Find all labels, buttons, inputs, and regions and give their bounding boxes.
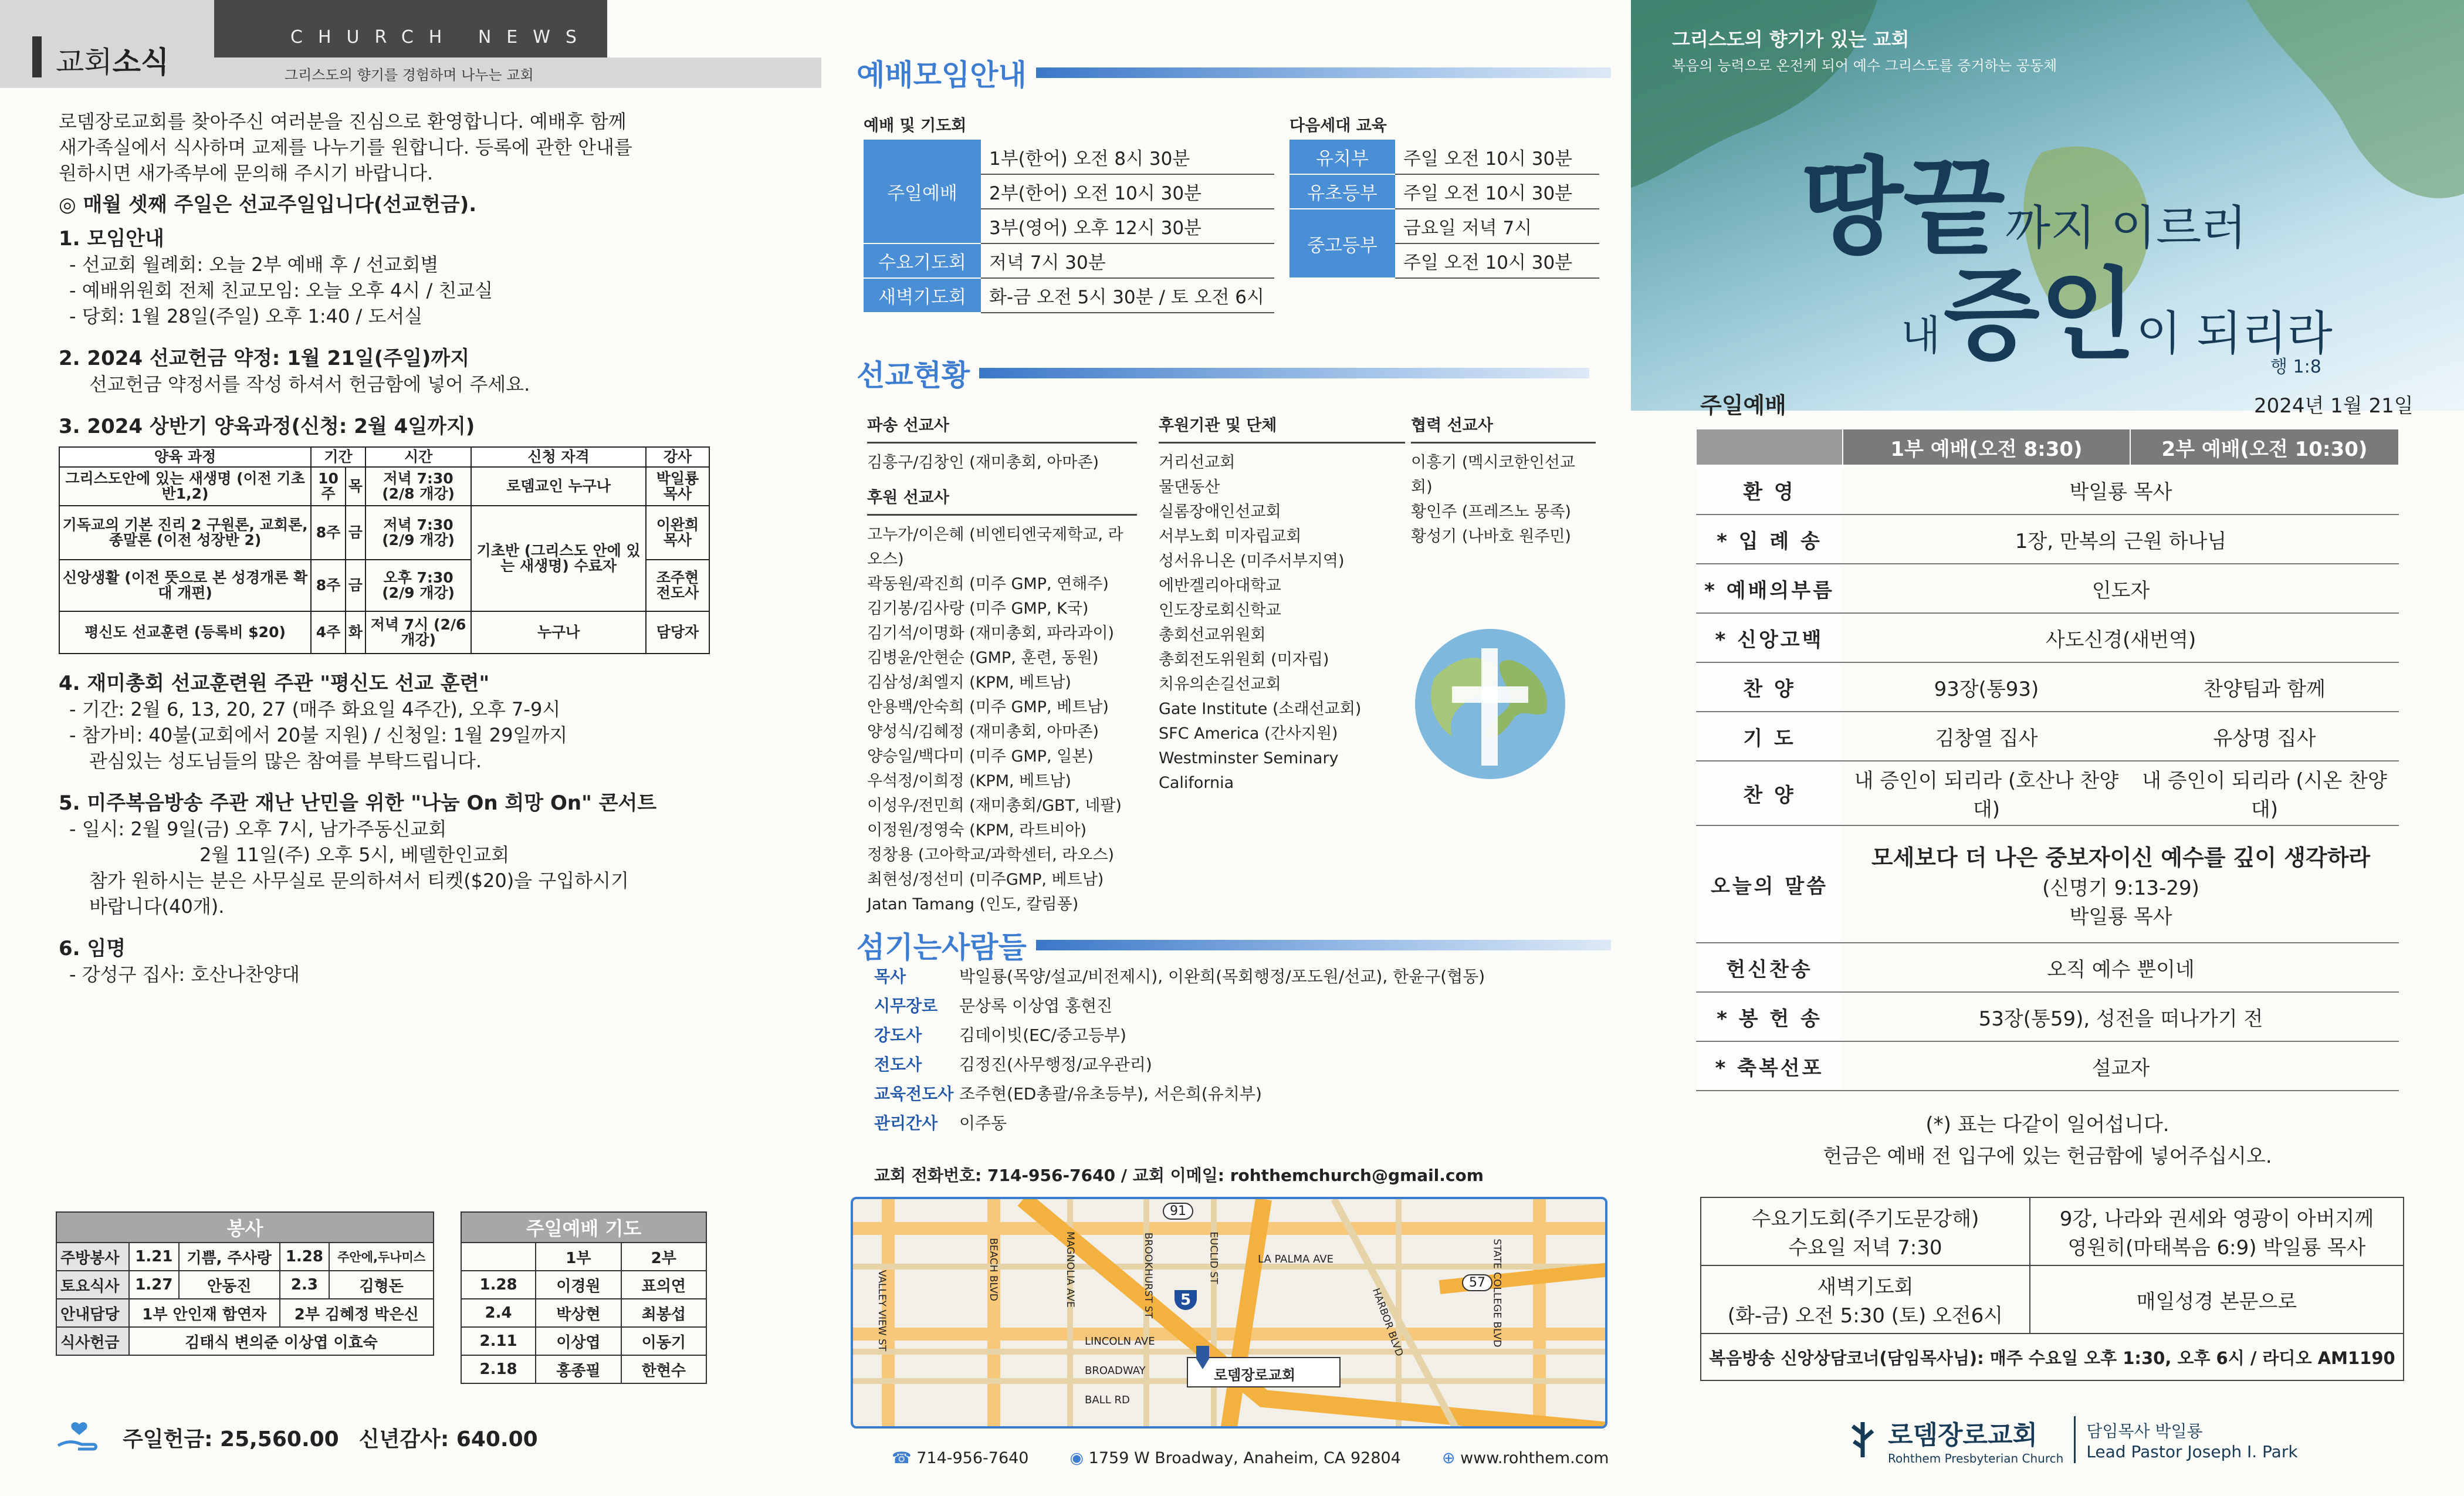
list-item: Gate Institute (소래선교회)	[1159, 700, 1362, 718]
list-item: 우석정/이희정 (KPM, 베트남)	[867, 772, 1071, 790]
list-item: Jatan Tamang (인도, 칼림퐁)	[867, 895, 1079, 913]
header-subtitle: 그리스도의 향기를 경험하며 나누는 교회	[285, 67, 534, 83]
mission-note: ◎ 매월 셋째 주일은 선교주일입니다(선교헌금).	[59, 193, 477, 216]
list-item: 인도장로회신학교	[1159, 601, 1281, 620]
list-item: 총회전도위원회 (미자립)	[1159, 651, 1329, 669]
church-contact-footer: ☎ 714-956-7640 ◉ 1759 W Broadway, Anaheim, CA 92804 ⊕ www.rohthem.com	[892, 1449, 1609, 1467]
list-item: 이성우/전민희 (재미총회/GBT, 네팔)	[867, 797, 1122, 815]
location-pin-icon: ◉	[1069, 1449, 1089, 1467]
contact-line: 교회 전화번호: 714-956-7640 / 교회 이메일: rohthemchurch@gmail.com	[874, 1166, 1484, 1185]
weekly-meetings-box: 수요기도회(주기도문강해) 수요일 저녁 7:30 9강, 나라와 권세와 영광이 아버지께 영원히(마태복음 6:9) 박일룡 목사 새벽기도회 (화-금) 오전 5:30 (토) 오전6시 매일성경 본문으로 복음방송 신앙상담코너(담임목사님): 매주 수요일 오후 1:30, 오후 6시 / 라디오 AM1190	[1700, 1197, 2404, 1381]
globe-icon	[1411, 625, 1569, 783]
list-item: 고누가/이은혜 (비엔티엔국제학교, 라오스)	[867, 526, 1123, 568]
church-news-panel	[0, 0, 821, 1496]
list-item: 거리선교회	[1159, 453, 1236, 472]
list-item: 물댄동산	[1159, 478, 1220, 496]
list-item: 실롬장애인선교회	[1159, 503, 1281, 521]
order-of-worship: 1부 예배(오전 8:30) 2부 예배(오전 10:30) 환 영 박일룡 목사 * 입 례 송 1장, 만복의 근원 하나님 * 예배의부름 인도자 * 신앙고백 사도신경(새번역) 찬 양 93장(통93) 찬양팀과 함께 기 도 김창열 집사 유상명 집사 찬 양 내 증인이 되리라 (호산나 찬양대) 내 증인이 되리라 (시온 찬양대) 오늘의 말씀 모세보다 더 나은 중보자이신 예수를 깊이 생각하라 (신명기 9:13-29) 박일룡 목사 헌신찬송 오직 예수 뿐이네 * 봉 헌 송 53장(통59), 성전을 떠나가기 전 * 축복선포 설교자	[1695, 428, 2399, 1091]
service-box: 봉사 주방봉사 1.21 기쁨, 주사랑 1.28 주안에,두나미스 토요식사 1.27 안동진 2.3 김형돈 안내담당 1부 안인재 함연자 2부 김혜정 박은신 식사헌금 김태식 변의준 이상엽 이효숙	[56, 1211, 434, 1356]
section-2-title: 2. 2024 선교헌금 약정: 1월 21일(주일)까지	[59, 347, 470, 370]
list-item: 양승일/백다미 (미주 GMP, 일본)	[867, 747, 1094, 766]
list-item: 김병윤/안현순 (GMP, 훈련, 동원)	[867, 649, 1099, 667]
worship-label: 주일예배	[1700, 392, 1786, 418]
section-4-title: 4. 재미총회 선교훈련원 주관 "평신도 선교 훈련"	[59, 672, 490, 695]
worship-date: 2024년 1월 21일	[2254, 394, 2414, 418]
list-item: 성서유니온 (미주서부지역)	[1159, 552, 1345, 570]
list-item: 김기석/이명화 (재미총회, 파라과이)	[867, 624, 1115, 642]
staff-section-title: 섬기는사람들	[857, 924, 1611, 966]
list-item: 치유의손길선교회	[1159, 675, 1281, 693]
list-item: 총회선교위원회	[1159, 626, 1266, 644]
staff-list: 목사 박일룡(목양/설교/비전제시), 이완희(목회행정/포도원/선교), 한윤구(협동) 시무장로 문상록 이상엽 홍현진 강도사 김데이빗(EC/중고등부) 전도사 김정진(사무행정/교우관리) 교육전도사 조주현(ED총괄/유초등부), 서은희(유치부) 관리간사 이주동	[874, 967, 1485, 1133]
list-item: 이정원/정영숙 (KPM, 라트비아)	[867, 821, 1087, 840]
section-6-title: 6. 임명	[59, 937, 126, 960]
list-item: 곽동원/곽진희 (미주 GMP, 연해주)	[867, 575, 1109, 593]
section-1-title: 1. 모임안내	[59, 227, 164, 251]
worship-info-panel: 예배모임안내 예배 및 기도회 주일예배 1부(한어) 오전 8시 30분 2부(한어) 오전 10시 30분 3부(영어) 오후 12시 30분 수요기도회 저녁 7시 30분 새벽기도회 화-금 오전 5시 30분 / 토 오전 6시 다음세대 교육 유치부 주일 오전 10시 30분 유초등부 주일 오전 10시 30분 중고등부 금요일 저녁 7시 주일 오전 10시 30분 선교현황 파송 선교사 김흥구/김창인 (재미총회, 아마존) 후원 선교사 고누가/이은혜 (비엔티엔국제학교, 라오스) 곽동원/곽진희 (미주 GMP, 연해주) 김기봉/김사랑 (미주 GMP, K국) 김기석/이명화 (재미총회, 파라과이) 김병윤/안현순 (GMP, 훈련, 동원) 김삼성/최엘지 (KPM, 베트남) 안용백/안숙희 (미주 GMP, 베트남) 양성식/김혜정 (재미총회, 아마존) 양승일/백다미 (미주 GMP, 일본) 우석정/이희정 (KPM, 베트남) 이성우/전민희 (재미총회/GBT, 네팔) 이정원/정영숙 (KPM, 라트비아) 정창용 (고아학교/과학센터, 라오스) 최현성/정선미 (미주GMP, 베트남) Jatan Tamang (인도, 칼림퐁) 후원기관 및 단체 거리선교회 물댄동산 실롬장애인선교회 서부노회 미자립교회 성서유니온 (미주서부지역) 에반겔리아대학교 인도장로회신학교 총회선교위원회 총회전도위원회 (미자립) 치유의손길선교회 Gate Institute (소래선교회) SFC America (간사지원) Westminster Seminary California 협력 선교사 이흥기 (멕시코한인선교회) 황인주 (프레즈노 몽족) 황성기 (나바호 원주민) 섬기는사람들 목사 박일룡(목양/설교/비전제시), 이완희(목회행정/포도원/선교), 한윤구(협동) 시무장로 문상록 이상엽 홍현진 강도사 김데이빗(EC/중고등부) 전도사 김정진(사무행정/교우관리) 교육전도사 조주현(ED총괄/유초등부), 서은희(유치부) 관리간사 이주동 교회 전화번호: 714-956-7640 / 교회 이메일: rohthemchurch@gmail.com 91 5 57 로뎀장로교회 LA PALMA AVE LINCOLN AVE BROADWAY BALL RD VALLEY VIEW ST BEACH BLVD MAGNOLIA AVE BROOKHURST ST EUCLID ST HARBOR BLVD STATE COLLEGE BLVD ☎ 714-956-7640 ◉ 1759 W Broadway, Anaheim, CA 92804 ⊕ www.rohthem.com	[821, 0, 1631, 1496]
news-body: 로뎀장로교회를 찾아주신 여러분을 진심으로 환영합니다. 예배후 함께 새가족실에서 식사하며 교제를 나누기를 원합니다. 등록에 관한 안내를 원하시면 새가족부에 문의해 주시기 바랍니다. ◎ 매월 셋째 주일은 선교주일입니다(선교헌금). 1. 모임안내 - 선교회 월례회: 오늘 2부 예배 후 / 선교회별 - 예배위원회 전체 친교모임: 오늘 오후 4시 / 친교실 - 당회: 1월 28일(주일) 오후 1:40 / 도서실 2. 2024 선교헌금 약정: 1월 21일(주일)까지 선교헌금 약정서를 작성 하셔서 헌금함에 넣어 주세요. 3. 2024 상반기 양육과정(신청: 2월 4일까지) 양육 과정 기간 시간 신청 자격 강사 그리스도안에 있는 새생명 (이전 기초반1,2) 10주 목 저녁 7:30 (2/8 개강) 로뎀교인 누구나 박일룡 목사 기독교의 기본 진리 2 구원론, 교회론, 종말론 (이전 성장반 2) 8주 금 저녁 7:30 (2/9 개강) 기초반 (그리스도 안에 있는 새생명) 수료자 이완희 목사 신앙생활 (이전 뜻으로 본 성경개론 확대 개편) 8주 금 오후 7:30 (2/9 개강) 조주현 전도사 평신도 선교훈련 (등록비 $20) 4주 화 저녁 7시 (2/6 개강) 누구나 담당자 4. 재미총회 선교훈련원 주관 "평신도 선교 훈련" - 기간: 2월 6, 13, 20, 27 (매주 화요일 4주간), 오후 7-9시 - 참가비: 40불(교회에서 20불 지원) / 신청일: 1월 29일까지 관심있는 성도님들의 많은 참여를 부탁드립니다. 5. 미주복음방송 주관 재난 난민을 위한 "나눔 On 희망 On" 콘서트 - 일시: 2월 9일(금) 오후 7시, 남가주동신교회 2월 11일(주) 오후 5시, 베델한인교회 참가 원하시는 분은 사무실로 문의하셔서 티켓($20)을 구입하시기 바랍니다(40개). 6. 임명 - 강성구 집사: 호산나찬양대	[59, 109, 739, 987]
worship-times-table: 주일예배 1부(한어) 오전 8시 30분 2부(한어) 오전 10시 30분 3부(영어) 오후 12시 30분 수요기도회 저녁 7시 30분 새벽기도회 화-금 오전 5시 30분 / 토 오전 6시	[864, 140, 1274, 313]
section-5-title: 5. 미주복음방송 주관 재난 난민을 위한 "나눔 On 희망 On" 콘서트	[59, 791, 657, 815]
list-item: 양성식/김혜정 (재미총회, 아마존)	[867, 723, 1099, 741]
church-tagline: 그리스도의 향기가 있는 교회	[1672, 28, 1910, 50]
list-item: SFC America (간사지원)	[1159, 725, 1338, 743]
list-item: Westminster Seminary California	[1159, 749, 1339, 792]
list-item: 최현성/정선미 (미주GMP, 베트남)	[867, 871, 1104, 889]
list-item: 김삼성/최엘지 (KPM, 베트남)	[867, 673, 1071, 692]
list-item: 에반겔리아대학교	[1159, 577, 1281, 595]
cooperating-missionaries-column: 협력 선교사 이흥기 (멕시코한인선교회) 황인주 (프레즈노 몽족) 황성기 (나바호 원주민)	[1411, 414, 1596, 549]
church-logo: 로뎀장로교회 Rohthem Presbyterian Church 담임목사 박일룡 Lead Pastor Joseph I. Park	[1848, 1414, 2298, 1465]
location-map[interactable]: 91 5 57 로뎀장로교회 LA PALMA AVE LINCOLN AVE BROADWAY BALL RD VALLEY VIEW ST BEACH BLVD MAGNOLIA AVE BROOKHURST ST EUCLID ST HARBOR BLVD STATE COLLEGE BLVD	[851, 1197, 1607, 1429]
globe-web-icon: ⊕	[1441, 1449, 1461, 1467]
worship-section-title: 예배모임안내	[857, 52, 1611, 94]
header-label: 교회	[56, 45, 113, 79]
cover-verse: 땅끝까지 이르러	[1801, 145, 2247, 269]
missionaries-column: 파송 선교사 김흥구/김창인 (재미총회, 아마존) 후원 선교사 고누가/이은혜 (비엔티엔국제학교, 라오스) 곽동원/곽진희 (미주 GMP, 연해주) 김기봉/김사랑 (미주 GMP, K국) 김기석/이명화 (재미총회, 파라과이) 김병윤/안현순 (GMP, 훈련, 동원) 김삼성/최엘지 (KPM, 베트남) 안용백/안숙희 (미주 GMP, 베트남) 양성식/김혜정 (재미총회, 아마존) 양승일/백다미 (미주 GMP, 일본) 우석정/이희정 (KPM, 베트남) 이성우/전민희 (재미총회/GBT, 네팔) 이정원/정영숙 (KPM, 라트비아) 정창용 (고아학교/과학센터, 라오스) 최현성/정선미 (미주GMP, 베트남) Jatan Tamang (인도, 칼림퐁)	[867, 414, 1137, 917]
worship-notes: (*) 표는 다같이 일어섭니다. 헌금은 예배 전 입구에 있는 헌금함에 넣어주십시오.	[1823, 1113, 2272, 1168]
phone-icon: ☎	[892, 1449, 917, 1467]
section-3-title: 3. 2024 상반기 양육과정(신청: 2월 4일까지)	[59, 415, 475, 438]
header-english: CHURCH NEWS	[290, 27, 592, 48]
organizations-column: 후원기관 및 단체 거리선교회 물댄동산 실롬장애인선교회 서부노회 미자립교회 성서유니온 (미주서부지역) 에반겔리아대학교 인도장로회신학교 총회선교위원회 총회전도위원회 (미자립) 치유의손길선교회 Gate Institute (소래선교회) SFC America (간사지원) Westminster Seminary California	[1159, 414, 1405, 796]
education-times-table: 유치부 주일 오전 10시 30분 유초등부 주일 오전 10시 30분 중고등부 금요일 저녁 7시 주일 오전 10시 30분	[1289, 140, 1599, 279]
sermon-title: 모세보다 더 나은 중보자이신 예수를 깊이 생각하라	[1871, 844, 2371, 871]
list-item: 김기봉/김사랑 (미주 GMP, K국)	[867, 600, 1089, 618]
prayer-box: 주일예배 기도 1부 2부 1.28 이경원 표의연 2.4 박상현 최봉섭 2.11 이상엽 이동기 2.18 홍종필 한현수	[461, 1211, 707, 1384]
offering-summary: 주일헌금: 25,560.00 신년감사: 640.00	[56, 1420, 538, 1455]
tree-logo-icon	[1848, 1419, 1877, 1460]
mission-section-title: 선교현황	[857, 352, 1589, 394]
education-table: 양육 과정 기간 시간 신청 자격 강사 그리스도안에 있는 새생명 (이전 기초반1,2) 10주 목 저녁 7:30 (2/8 개강) 로뎀교인 누구나 박일룡 목사 기독교의 기본 진리 2 구원론, 교회론, 종말론 (이전 성장반 2) 8주 금 저녁 7:30 (2/9 개강) 기초반 (그리스도 안에 있는 새생명) 수료자 이완희 목사 신앙생활 (이전 뜻으로 본 성경개론 확대 개편) 8주 금 오후 7:30 (2/9 개강) 조주현 전도사 평신도 선교훈련 (등록비 $20) 4주 화 저녁 7시 (2/6 개강) 누구나 담당자	[59, 446, 710, 654]
news-header: 교회소식 CHURCH NEWS 그리스도의 향기를 경험하며 나누는 교회	[0, 0, 821, 88]
list-item: 정창용 (고아학교/과학센터, 라오스)	[867, 846, 1115, 864]
list-item: 안용백/안숙희 (미주 GMP, 베트남)	[867, 698, 1109, 716]
bulletin-cover-panel	[1631, 0, 2464, 1496]
list-item: 서부노회 미자립교회	[1159, 527, 1302, 546]
cover-image: 그리스도의 향기가 있는 교회 복음의 능력으로 온전케 되어 예수 그리스도를 증거하는 공동체 땅끝까지 이르러 내 증인이 되리라 행 1:8	[1631, 0, 2464, 411]
hand-heart-icon	[56, 1420, 103, 1455]
map-church-label: 로뎀장로교회	[1214, 1367, 1296, 1383]
